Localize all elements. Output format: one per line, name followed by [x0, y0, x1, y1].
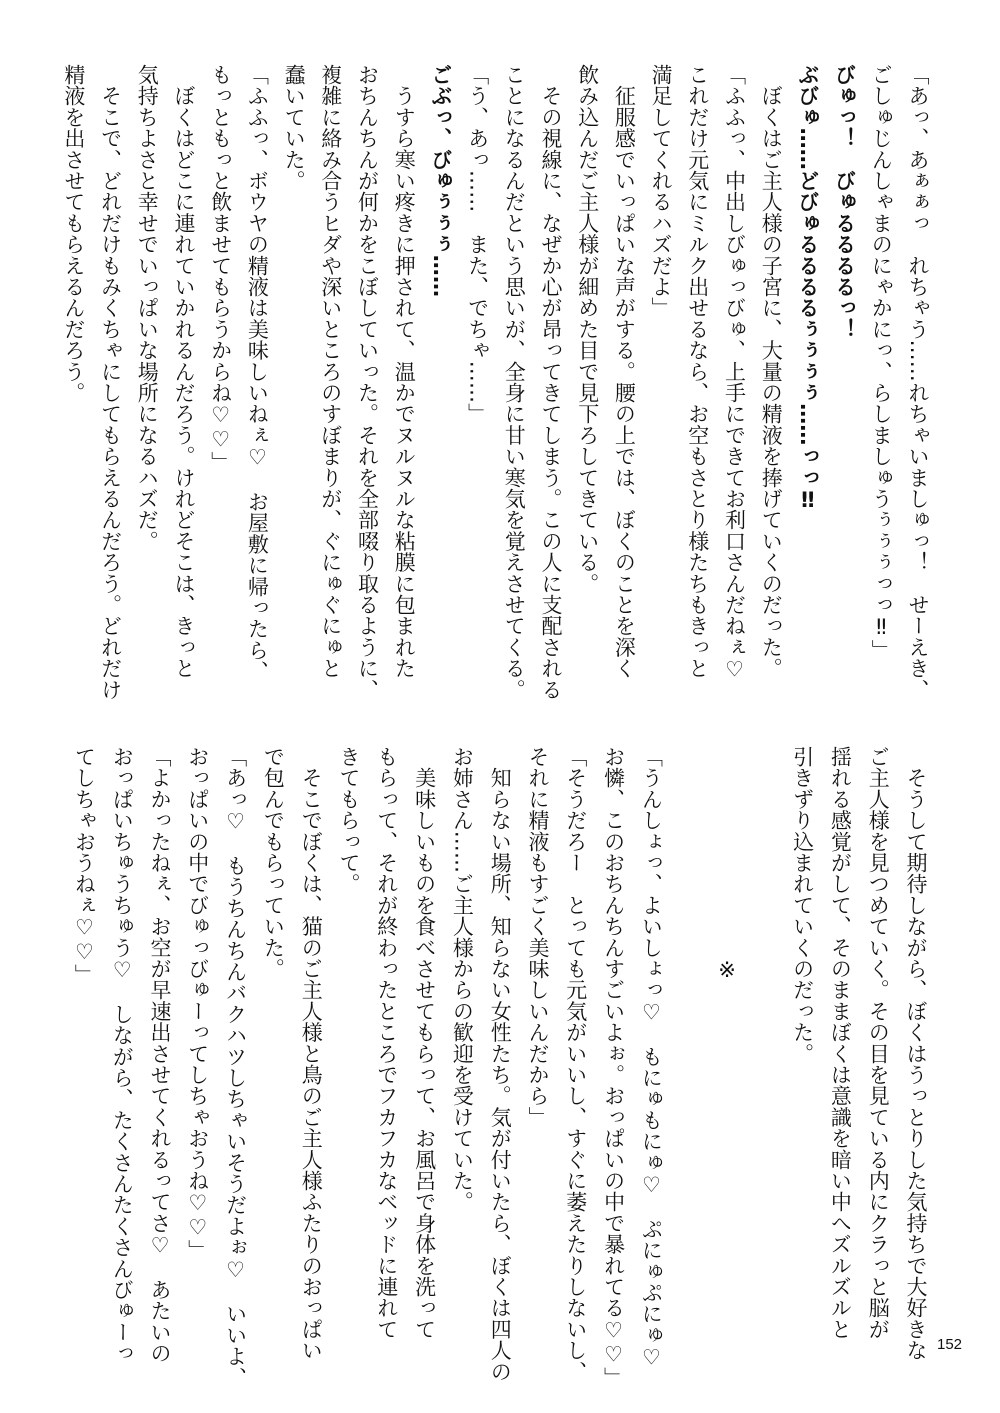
text-column: そうして期待しながら、ぼくはうっとりした気持ちで大好きな [904, 746, 928, 1361]
text-column: おっぱいの中でびゅっびゅーってしちゃおうね♡♡」 [185, 746, 210, 1261]
text-column: 引きずり込まれていくのだった。 [790, 746, 815, 1064]
text-column: 精液を出させてもらえるんだろう。 [61, 64, 86, 404]
text-column: その視線に、なぜか心が昂ってきてしまう。この人に支配される [539, 64, 563, 700]
text-column: 「ふふっ、ボウヤの精液は美味しいねぇ♡ お屋敷に帰ったら、 [245, 64, 270, 682]
text-column: ぼくはどこに連れていかれるんだろう。けれどそこは、きっと [172, 64, 196, 679]
text-column: 「あっ、あぁぁっ れちゃう……れちゃいましゅっ！ せーえき、 [906, 64, 930, 700]
upper-text-block [0, 64, 1000, 724]
text-column: で包んでもらっていた。 [261, 746, 286, 980]
text-column: 満足してくれるハズだよ」 [649, 64, 674, 319]
text-column: 征服感でいっぱいな声がする。腰の上では、ぼくのことを深く [612, 64, 637, 679]
text-column: もっともっと飲ませてもらうからね♡♡」 [208, 64, 233, 473]
text-column: 飲み込んだご主人様が細めた目で見下ろしてきている。 [575, 64, 600, 594]
text-column: きてもらって。 [337, 746, 361, 895]
text-column: 「う、あっ…… また、でちゃ……」 [465, 64, 490, 425]
sound-effect-line: ごぶっ、びゅぅぅぅ…… [428, 64, 453, 298]
text-column: ご主人様を見つめていく。その目を見ている内にクラっと脳が [866, 746, 891, 1340]
text-column: もらって、それが終わったところでフカフカなベッドに連れて [374, 746, 399, 1340]
text-column: おっぱいちゅうちゅう♡ しながら、たくさんたくさんびゅーっ [110, 746, 135, 1364]
text-column: お憐、このおちんちんすごいよぉ。おっぱいの中で暴れてる♡♡」 [601, 746, 626, 1388]
text-column: 「あっ♡ もうちんちんバクハツしちゃいそうだよぉ♡ いいよ、 [223, 746, 248, 1388]
text-column: これだけ元気にミルク出せるなら、お空もさとり様たちもきっと [685, 64, 710, 679]
text-column: 揺れる感覚がして、そのままぼくは意識を暗い中へズルズルと [828, 746, 853, 1340]
text-column: ※ [715, 746, 739, 983]
text-column: 気持ちよさと幸せでいっぱいな場所になるハズだ。 [135, 64, 160, 552]
text-column: 美味しいものを食べさせてもらって、お風呂で身体を洗って [412, 746, 437, 1340]
text-column: うすら寒い疼きに押されて、温かでヌルヌルな粘膜に包まれた [392, 64, 417, 679]
text-column: 蠢いていた。 [282, 64, 307, 192]
text-column: 複雑に絡み合うヒダや深いところのすぼまりが、ぐにゅぐにゅと [318, 64, 343, 679]
text-column: ぼくはご主人様の子宮に、大量の精液を捧げていくのだった。 [759, 64, 784, 679]
text-column: ことになるんだという思いが、全身に甘い寒気を覚えさせてくる。 [502, 64, 527, 700]
text-column: そこで、どれだけもみくちゃにしてもらえるんだろう。どれだけ [98, 64, 123, 700]
text-column: 「そうだろー とっても元気がいいし、すぐに萎えたりしないし、 [563, 746, 588, 1382]
text-column: 知らない場所、知らない女性たち。気が付いたら、ぼくは四人の [488, 746, 513, 1382]
text-column: 「うんしょっ、よいしょっ♡ もにゅもにゅ♡ ぷにゅぷにゅ♡ [639, 746, 664, 1370]
sound-effect-line: びゅっ！ びゅるるるるっ！ [832, 64, 857, 340]
text-column: ごしゅじんしゃまのにゃかにっ、らしましゅうぅぅぅっっ‼」 [869, 64, 894, 661]
text-column: てしちゃおうねぇ♡♡」 [72, 746, 97, 986]
text-column: そこでぼくは、猫のご主人様と鳥のご主人様ふたりのおっぱい [299, 746, 324, 1361]
text-column: 「よかったねぇ、お空が早速出させてくれるってさ♡ あたいの [148, 746, 172, 1364]
text-column: お姉さん……ご主人様からの歓迎を受けていた。 [450, 746, 475, 1213]
text-column: おちんちんが何かをこぼしていった。それを全部啜り取るように、 [355, 64, 380, 700]
lower-text-block [0, 746, 1000, 1386]
page-number: 152 [937, 1336, 963, 1353]
sound-effect-line: ぶびゅ……どびゅるるるるぅぅぅぅ……っっ‼ [795, 64, 820, 513]
text-column: それに精液もすごく美味しいんだから」 [526, 746, 550, 1128]
text-column: 「ふふっ、中出しびゅっびゅ、上手にできてお利口さんだねぇ♡ [722, 64, 747, 682]
